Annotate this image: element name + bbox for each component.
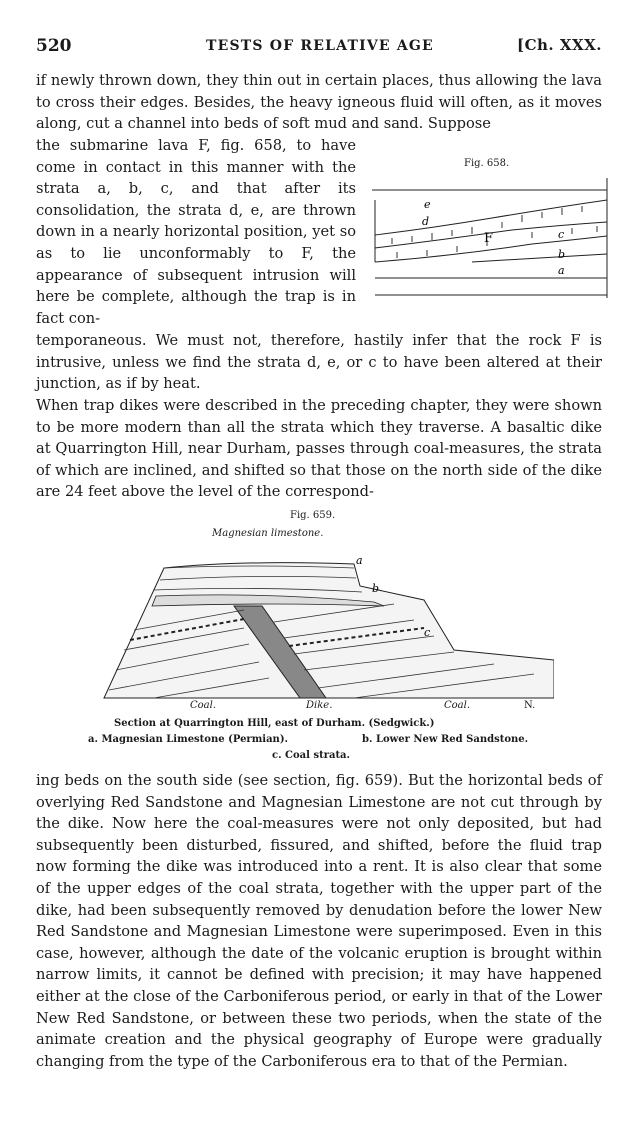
figure-658 <box>372 158 612 318</box>
page-number: 520 <box>36 36 72 56</box>
running-header <box>36 34 602 58</box>
fig659-label-coal-right: Coal. <box>444 700 471 711</box>
figure-659-section-drawing <box>94 540 554 700</box>
fig659-label-a: a <box>356 554 363 567</box>
figure-659-caption: Fig. 659. <box>290 510 336 521</box>
chapter-label: [Ch. XXX. <box>516 36 602 54</box>
fig659-section-caption: Section at Quarrington Hill, east of Durham. (Sedgwick.) <box>114 718 435 729</box>
paragraph-1-closing: temporaneous. We must not, therefore, hastily infer that the rock F is intrusive, unless we find the strata d, e, or c to have been altered at their junction, as if by heat. <box>36 332 602 393</box>
fig659-legend-c: c. Coal strata. <box>272 750 351 761</box>
fig659-label-dike: Dike. <box>306 700 333 711</box>
fig658-label-d: d <box>422 215 430 228</box>
fig658-label-a: a <box>558 264 565 277</box>
figure-659-subtitle: Magnesian limestone. <box>212 528 324 539</box>
paragraph-3: ing beds on the south side (see section, fig. 659). But the horizontal beds of overlying Red Sandstone and Magnesian Limestone are not cut through by the dike. Now here the coal-measures were not only deposited, but had subsequently been disturbed, fissured, and shifted, before the fluid trap now forming the dike was introduced into a rent. It is also clear that some of the upper edges of the coal strata, together with the upper part of the dike, had been subsequently removed by denudation before the lower New Red Sandstone and Magnesian Limestone were superimposed. Even in this case, however, although the date of the volcanic eruption is brought within narrow limits, it cannot be defined with precision; it may have happened either at the close of the Carboniferous period, or early in that of the Lower New Red Sandstone, or between these two periods, when the state of the animate creation and the physical geography of Europe were gradually changing from the type of the Carboniferous era to that of the Permian. <box>36 772 602 1070</box>
fig658-label-c: c <box>558 228 565 241</box>
figure-659 <box>88 510 554 768</box>
running-title: TESTS OF RELATIVE AGE <box>206 38 434 54</box>
fig659-legend-b: b. Lower New Red Sandstone. <box>362 734 529 745</box>
fig658-label-b: b <box>558 248 566 261</box>
fig659-label-b: b <box>372 582 380 595</box>
paragraph-2: When trap dikes were described in the preceding chapter, they were shown to be more modern than all the strata which they traverse. A basaltic dike at Quarrington Hill, near Durham, passes through coal-measures, the strata of which are inclined, and shifted so that those on the north side of the dike are 24 feet above the level of the correspond- <box>36 397 602 501</box>
fig659-legend-a: a. Magnesian Limestone (Permian). <box>88 734 289 745</box>
figure-658-drawing <box>372 170 612 320</box>
fig659-label-c: c <box>424 626 431 639</box>
fig658-label-F: F <box>484 231 494 246</box>
paragraph-1-opening: if newly thrown down, they thin out in certain places, thus allowing the lava to cross their edges. Besides, the heavy igneous fluid will often, as it moves along, cut a channel into beds of soft mud and sand. Suppose <box>36 72 602 133</box>
fig659-label-north: N. <box>524 700 536 711</box>
paragraph-1-wrapped: the submarine lava F, fig. 658, to have come in contact in this manner with the strata a, b, c, and that after its consolidation, the strata d, e, are thrown down in a nearly horizontal position, yet so as to lie unconformably to F, the appearance of subsequent intrusion will here be complete, although the trap is in fact con- <box>36 137 356 327</box>
fig659-label-coal-left: Coal. <box>190 700 217 711</box>
fig658-label-e: e <box>424 198 431 211</box>
figure-658-caption: Fig. 658. <box>464 158 510 169</box>
